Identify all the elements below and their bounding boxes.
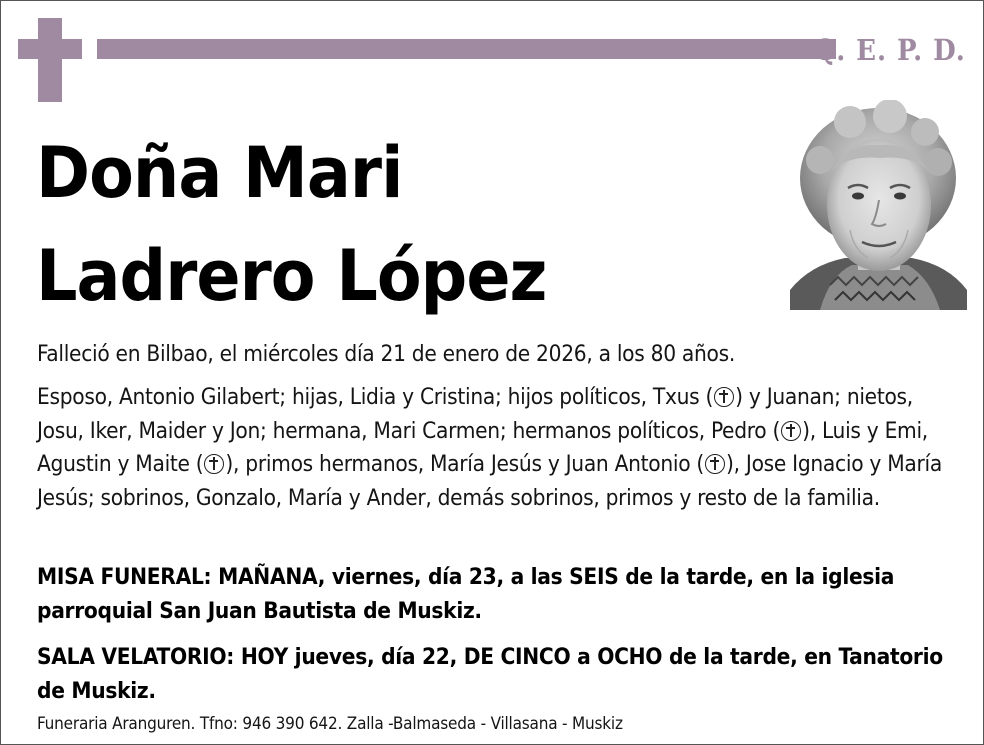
- portrait-photo: [790, 100, 967, 310]
- wake-info: SALA VELATORIO: HOY jueves, día 22, DE CINCO a OCHO de la tarde, en Tanatorio de Muskiz.: [37, 644, 943, 704]
- header-rule: [97, 39, 836, 59]
- family-text-5: ), Jose Ignacio y María Jesús; sobrinos, Gonzalo, María y Ander, demás sobrinos, primos y resto de la familia.: [37, 451, 942, 511]
- deceased-name-line2: Ladrero López: [36, 235, 547, 317]
- deceased-cross-icon: [705, 454, 725, 474]
- death-notice: Falleció en Bilbao, el miércoles día 21 de enero de 2026, a los 80 años.: [37, 341, 735, 367]
- deceased-name-line1: Doña Mari: [36, 132, 403, 214]
- family-list: [37, 381, 962, 515]
- family-text-4: ), primos hermanos, María Jesús y Juan Antonio (: [225, 451, 705, 477]
- cross-icon-arm: [18, 39, 82, 59]
- deceased-cross-icon: [714, 387, 734, 407]
- deceased-cross-icon: [204, 454, 224, 474]
- cross-icon: [38, 18, 62, 102]
- family-text-1: Esposo, Antonio Gilabert; hijas, Lidia y Cristina; hijos políticos, Txus (: [37, 384, 714, 410]
- family-text-2: ) y Juanan; nietos, Josu, Iker, Maider y Jon; hermana, Mari Carmen; hermanos políticos, Pedro (: [37, 384, 913, 444]
- qepd-label: Q. E. P. D.: [814, 33, 966, 67]
- deceased-cross-icon: [781, 421, 801, 441]
- funeral-home-footer: Funeraria Aranguren. Tfno: 946 390 642. Zalla -Balmaseda - Villasana - Muskiz: [37, 714, 623, 734]
- funeral-mass-info: MISA FUNERAL: MAÑANA, viernes, día 23, a las SEIS de la tarde, en la iglesia parroquial San Juan Bautista de Muskiz.: [37, 564, 895, 624]
- family-text-3: ), Luis y Emi, Agustin y Maite (: [37, 417, 928, 477]
